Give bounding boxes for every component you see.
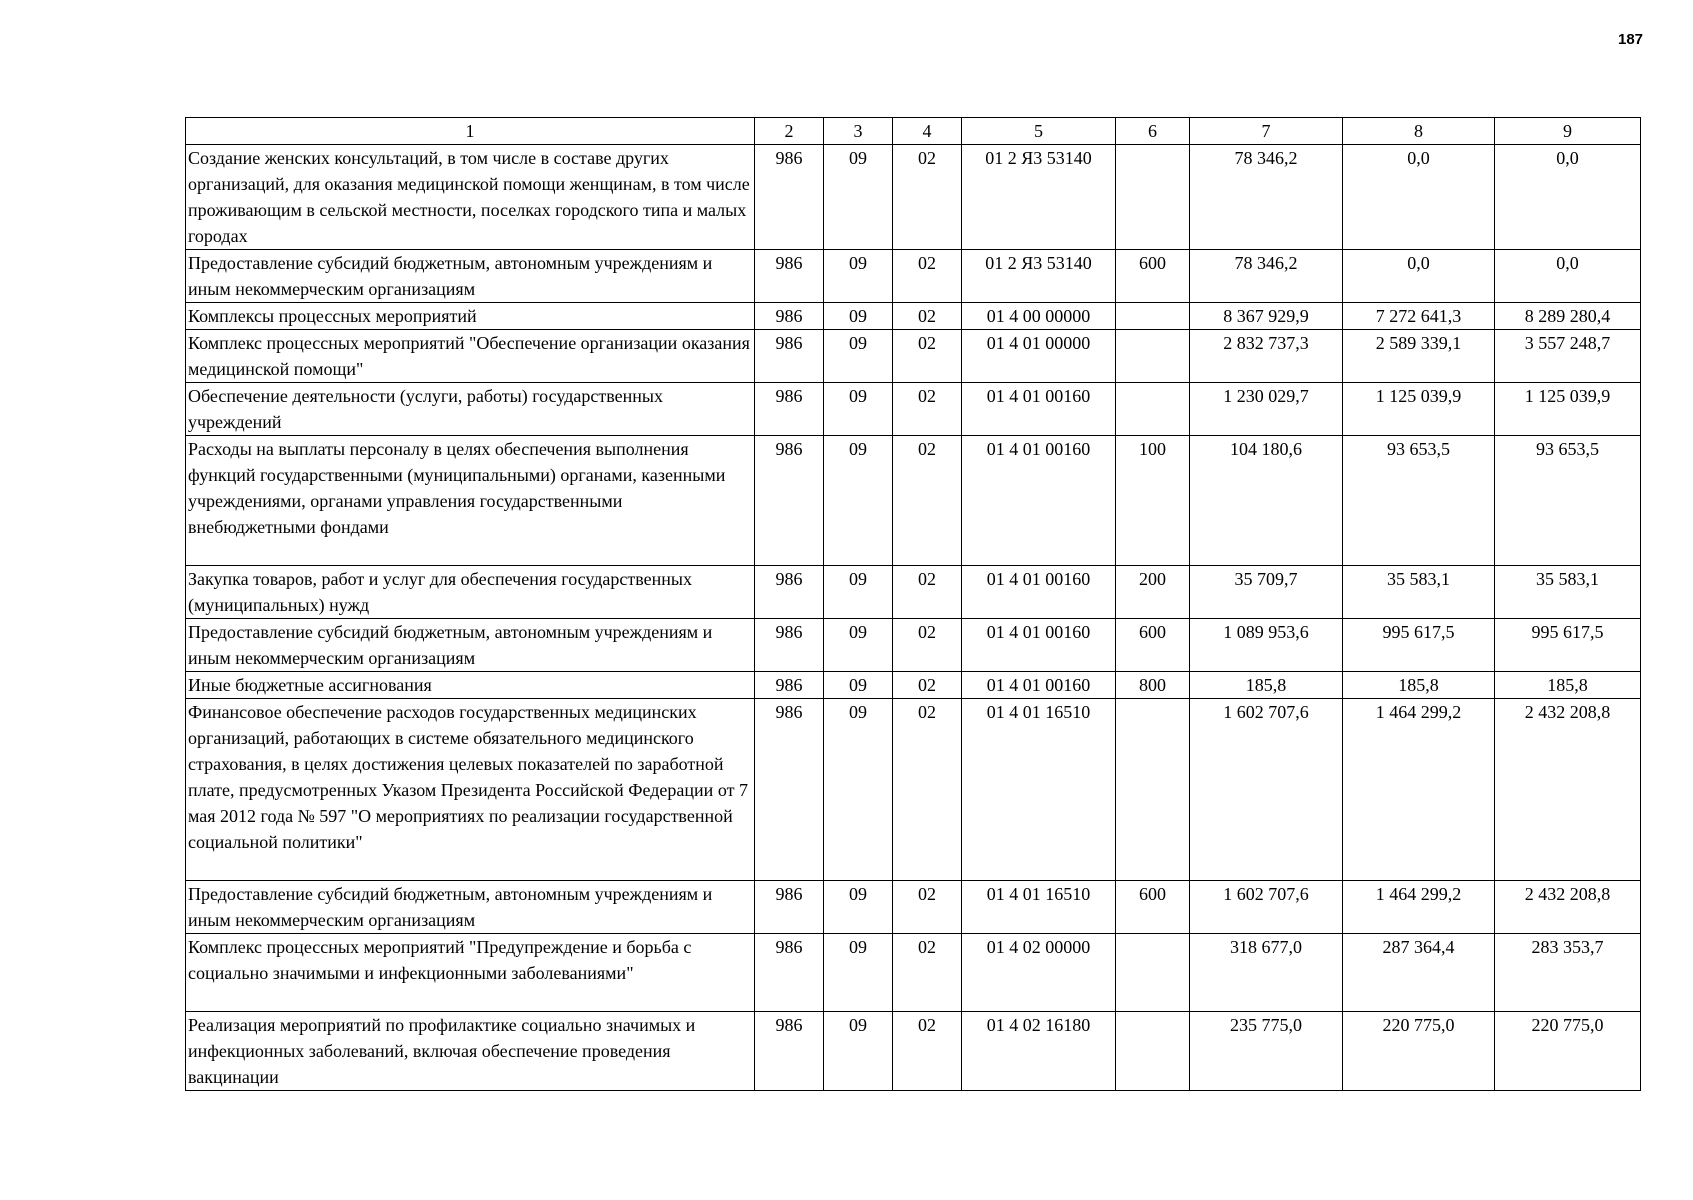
expense-type-code: 200 <box>1116 566 1190 619</box>
ministry-code: 986 <box>755 566 824 619</box>
ministry-code: 986 <box>755 330 824 383</box>
column-header: 8 <box>1343 118 1495 145</box>
row-description: Комплекс процессных мероприятий "Предупреждение и борьба с социально значимыми и инфекционными заболеваниями" <box>186 934 755 1012</box>
ministry-code: 986 <box>755 934 824 1012</box>
target-article-code: 01 4 01 00160 <box>962 566 1116 619</box>
subsection-code: 02 <box>893 250 962 303</box>
table-row <box>186 934 1641 1012</box>
ministry-code: 986 <box>755 881 824 934</box>
amount-year-1: 1 602 707,6 <box>1190 881 1343 934</box>
ministry-code: 986 <box>755 436 824 566</box>
amount-year-2: 1 125 039,9 <box>1343 383 1495 436</box>
column-header: 5 <box>962 118 1116 145</box>
subsection-code: 02 <box>893 934 962 1012</box>
subsection-code: 02 <box>893 619 962 672</box>
ministry-code: 986 <box>755 619 824 672</box>
target-article-code: 01 4 01 00160 <box>962 672 1116 699</box>
amount-year-3: 0,0 <box>1495 250 1641 303</box>
amount-year-1: 1 602 707,6 <box>1190 699 1343 881</box>
section-code: 09 <box>824 436 893 566</box>
subsection-code: 02 <box>893 699 962 881</box>
amount-year-1: 1 089 953,6 <box>1190 619 1343 672</box>
table-row <box>186 699 1641 881</box>
table-row <box>186 303 1641 330</box>
subsection-code: 02 <box>893 145 962 250</box>
table-row <box>186 672 1641 699</box>
expense-type-code <box>1116 383 1190 436</box>
table-row <box>186 881 1641 934</box>
section-code: 09 <box>824 699 893 881</box>
amount-year-1: 318 677,0 <box>1190 934 1343 1012</box>
section-code: 09 <box>824 1012 893 1091</box>
amount-year-2: 220 775,0 <box>1343 1012 1495 1091</box>
ministry-code: 986 <box>755 1012 824 1091</box>
expense-type-code: 600 <box>1116 250 1190 303</box>
subsection-code: 02 <box>893 672 962 699</box>
amount-year-1: 35 709,7 <box>1190 566 1343 619</box>
expense-type-code: 600 <box>1116 881 1190 934</box>
column-header: 4 <box>893 118 962 145</box>
expense-type-code: 100 <box>1116 436 1190 566</box>
subsection-code: 02 <box>893 436 962 566</box>
target-article-code: 01 4 01 16510 <box>962 699 1116 881</box>
amount-year-1: 235 775,0 <box>1190 1012 1343 1091</box>
amount-year-3: 2 432 208,8 <box>1495 699 1641 881</box>
subsection-code: 02 <box>893 881 962 934</box>
section-code: 09 <box>824 566 893 619</box>
page-number: 187 <box>1618 31 1644 48</box>
row-description: Предоставление субсидий бюджетным, автономным учреждениям и иным некоммерческим организациям <box>186 619 755 672</box>
target-article-code: 01 4 02 16180 <box>962 1012 1116 1091</box>
row-description: Создание женских консультаций, в том числе в составе других организаций, для оказания медицинской помощи женщинам, в том числе проживающим в сельской местности, поселках городского типа и малых городах <box>186 145 755 250</box>
row-description: Обеспечение деятельности (услуги, работы) государственных учреждений <box>186 383 755 436</box>
amount-year-3: 93 653,5 <box>1495 436 1641 566</box>
column-header: 6 <box>1116 118 1190 145</box>
table-row <box>186 330 1641 383</box>
table-row <box>186 619 1641 672</box>
section-code: 09 <box>824 250 893 303</box>
column-header: 2 <box>755 118 824 145</box>
amount-year-3: 8 289 280,4 <box>1495 303 1641 330</box>
amount-year-2: 93 653,5 <box>1343 436 1495 566</box>
target-article-code: 01 2 Я3 53140 <box>962 250 1116 303</box>
amount-year-3: 0,0 <box>1495 145 1641 250</box>
table-row <box>186 250 1641 303</box>
expense-type-code <box>1116 303 1190 330</box>
target-article-code: 01 2 Я3 53140 <box>962 145 1116 250</box>
target-article-code: 01 4 01 00000 <box>962 330 1116 383</box>
ministry-code: 986 <box>755 699 824 881</box>
row-description: Предоставление субсидий бюджетным, автономным учреждениям и иным некоммерческим организациям <box>186 881 755 934</box>
amount-year-3: 35 583,1 <box>1495 566 1641 619</box>
amount-year-3: 2 432 208,8 <box>1495 881 1641 934</box>
expense-type-code <box>1116 1012 1190 1091</box>
column-header: 3 <box>824 118 893 145</box>
amount-year-1: 185,8 <box>1190 672 1343 699</box>
amount-year-1: 8 367 929,9 <box>1190 303 1343 330</box>
subsection-code: 02 <box>893 1012 962 1091</box>
amount-year-1: 78 346,2 <box>1190 145 1343 250</box>
expense-type-code <box>1116 699 1190 881</box>
section-code: 09 <box>824 145 893 250</box>
budget-table <box>185 117 1641 1091</box>
table-row <box>186 145 1641 250</box>
target-article-code: 01 4 01 00160 <box>962 383 1116 436</box>
target-article-code: 01 4 01 00160 <box>962 619 1116 672</box>
subsection-code: 02 <box>893 330 962 383</box>
column-header: 1 <box>186 118 755 145</box>
header-row <box>186 118 1641 145</box>
row-description: Комплекс процессных мероприятий "Обеспечение организации оказания медицинской помощи" <box>186 330 755 383</box>
row-description: Иные бюджетные ассигнования <box>186 672 755 699</box>
section-code: 09 <box>824 619 893 672</box>
row-description: Комплексы процессных мероприятий <box>186 303 755 330</box>
amount-year-2: 1 464 299,2 <box>1343 699 1495 881</box>
ministry-code: 986 <box>755 145 824 250</box>
amount-year-2: 0,0 <box>1343 145 1495 250</box>
subsection-code: 02 <box>893 383 962 436</box>
section-code: 09 <box>824 881 893 934</box>
amount-year-3: 995 617,5 <box>1495 619 1641 672</box>
amount-year-2: 7 272 641,3 <box>1343 303 1495 330</box>
expense-type-code <box>1116 934 1190 1012</box>
column-header: 7 <box>1190 118 1343 145</box>
amount-year-1: 1 230 029,7 <box>1190 383 1343 436</box>
section-code: 09 <box>824 330 893 383</box>
ministry-code: 986 <box>755 303 824 330</box>
row-description: Расходы на выплаты персоналу в целях обеспечения выполнения функций государственными (муниципальными) органами, казенными учреждениями, органами управления государственными внебюджетными фондами <box>186 436 755 566</box>
amount-year-1: 104 180,6 <box>1190 436 1343 566</box>
amount-year-2: 287 364,4 <box>1343 934 1495 1012</box>
target-article-code: 01 4 01 16510 <box>962 881 1116 934</box>
amount-year-1: 2 832 737,3 <box>1190 330 1343 383</box>
amount-year-2: 185,8 <box>1343 672 1495 699</box>
table-row <box>186 566 1641 619</box>
ministry-code: 986 <box>755 250 824 303</box>
subsection-code: 02 <box>893 303 962 330</box>
expense-type-code <box>1116 145 1190 250</box>
target-article-code: 01 4 02 00000 <box>962 934 1116 1012</box>
amount-year-2: 0,0 <box>1343 250 1495 303</box>
amount-year-3: 185,8 <box>1495 672 1641 699</box>
expense-type-code: 800 <box>1116 672 1190 699</box>
section-code: 09 <box>824 383 893 436</box>
amount-year-2: 35 583,1 <box>1343 566 1495 619</box>
amount-year-3: 220 775,0 <box>1495 1012 1641 1091</box>
amount-year-3: 3 557 248,7 <box>1495 330 1641 383</box>
ministry-code: 986 <box>755 672 824 699</box>
target-article-code: 01 4 01 00160 <box>962 436 1116 566</box>
subsection-code: 02 <box>893 566 962 619</box>
expense-type-code <box>1116 330 1190 383</box>
row-description: Финансовое обеспечение расходов государственных медицинских организаций, работающих в системе обязательного медицинского страхования, в целях достижения целевых показателей по заработной плате, предусмотренных Указом Президента Российской Федерации от 7 мая 2012 года № 597 "О мероприятиях по реализации государственной социальной политики" <box>186 699 755 881</box>
section-code: 09 <box>824 303 893 330</box>
row-description: Реализация мероприятий по профилактике социально значимых и инфекционных заболеваний, включая обеспечение проведения вакцинации <box>186 1012 755 1091</box>
row-description: Предоставление субсидий бюджетным, автономным учреждениям и иным некоммерческим организациям <box>186 250 755 303</box>
target-article-code: 01 4 00 00000 <box>962 303 1116 330</box>
expense-type-code: 600 <box>1116 619 1190 672</box>
section-code: 09 <box>824 934 893 1012</box>
amount-year-1: 78 346,2 <box>1190 250 1343 303</box>
section-code: 09 <box>824 672 893 699</box>
amount-year-3: 1 125 039,9 <box>1495 383 1641 436</box>
table-row <box>186 1012 1641 1091</box>
ministry-code: 986 <box>755 383 824 436</box>
amount-year-2: 1 464 299,2 <box>1343 881 1495 934</box>
row-description: Закупка товаров, работ и услуг для обеспечения государственных (муниципальных) нужд <box>186 566 755 619</box>
table-row <box>186 436 1641 566</box>
amount-year-2: 995 617,5 <box>1343 619 1495 672</box>
amount-year-2: 2 589 339,1 <box>1343 330 1495 383</box>
column-header: 9 <box>1495 118 1641 145</box>
amount-year-3: 283 353,7 <box>1495 934 1641 1012</box>
table-row <box>186 383 1641 436</box>
